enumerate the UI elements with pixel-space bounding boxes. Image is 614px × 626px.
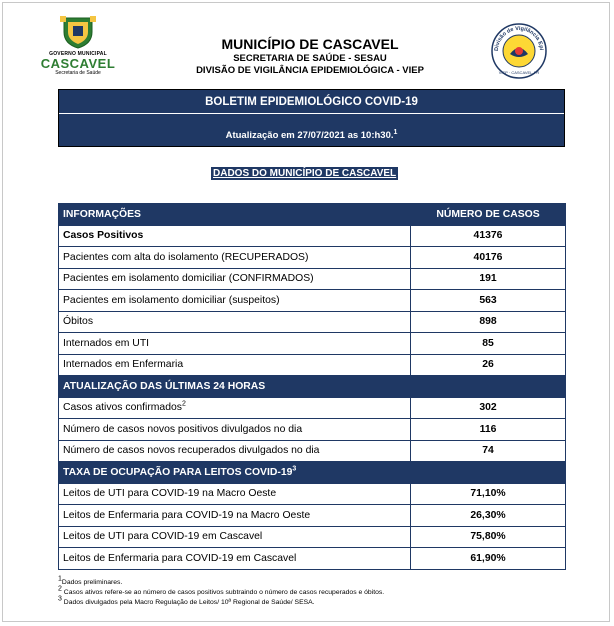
footnotes	[58, 575, 578, 608]
table-row	[59, 225, 566, 247]
footnote-1	[58, 575, 578, 588]
row-value: 191	[411, 268, 566, 290]
update-text: Atualização em 27/07/2021 as 10:h30.	[225, 130, 394, 141]
row-label: Pacientes em isolamento domiciliar (suspeitos)	[59, 290, 411, 312]
row-label: Óbitos	[59, 311, 411, 333]
bulletin-banner	[58, 89, 565, 147]
row-value: 116	[411, 419, 566, 441]
table-row	[59, 354, 566, 376]
row-label: Leitos de Enfermaria para COVID-19 na Macro Oeste	[59, 505, 411, 527]
bulletin-title: BOLETIM EPIDEMIOLÓGICO COVID-19	[205, 96, 418, 108]
divisao-subtitle: DIVISÃO DE VIGILÂNCIA EPIDEMIOLÓGICA - VIEP	[196, 65, 424, 76]
section-24h-label: ATUALIZAÇÃO DAS ÚLTIMAS 24 HORAS	[59, 376, 411, 398]
banner-divider	[59, 113, 564, 114]
row-value: 26	[411, 354, 566, 376]
section-occupancy-blank	[411, 462, 566, 484]
footnote-number: 1	[58, 575, 62, 583]
update-footnote-ref: 1	[393, 128, 398, 136]
row-value: 74	[411, 440, 566, 462]
section-occupancy-label	[59, 462, 411, 484]
row-label: Número de casos novos recuperados divulgados no dia	[59, 440, 411, 462]
row-label: Internados em Enfermaria	[59, 354, 411, 376]
footnote-ref: 2	[181, 400, 186, 408]
footnote-text: Casos ativos refere-se ao número de casos positivos subtraindo o número de casos recuperados e óbitos.	[61, 589, 385, 596]
update-timestamp	[59, 130, 564, 141]
section-row-occupancy	[59, 462, 566, 484]
row-label: Leitos de UTI para COVID-19 em Cascavel	[59, 526, 411, 548]
logo-gov-label: GOVERNO MUNICIPAL	[49, 51, 107, 57]
col-cases-header: NÚMERO DE CASOS	[411, 204, 566, 226]
row-value: 61,90%	[411, 548, 566, 570]
footnote-text: Dados preliminares.	[61, 579, 123, 586]
section-row-24h	[59, 376, 566, 398]
row-label: Pacientes com alta do isolamento (RECUPERADOS)	[59, 247, 411, 269]
table-row	[59, 290, 566, 312]
logo-secretaria-label: Secretaria de Saúde	[55, 70, 101, 76]
section-occupancy-text: TAXA DE OCUPAÇÃO PARA LEITOS COVID-19	[63, 466, 293, 478]
table-row	[59, 311, 566, 333]
table-row	[59, 268, 566, 290]
col-info-header: INFORMAÇÕES	[59, 204, 411, 226]
row-value: 71,10%	[411, 483, 566, 505]
table-row	[59, 419, 566, 441]
table-row	[59, 505, 566, 527]
viep-logo	[488, 20, 550, 82]
table-row	[59, 333, 566, 355]
table-row	[59, 440, 566, 462]
viep-seal-icon	[488, 20, 550, 82]
footnote-number: 3	[58, 595, 62, 603]
table-header-row	[59, 204, 566, 226]
row-value: 26,30%	[411, 505, 566, 527]
coat-of-arms-icon	[58, 14, 98, 50]
row-label-text: Casos ativos confirmados	[63, 402, 182, 414]
viep-ring-text: Divisão de Vigilância Epi	[493, 25, 544, 52]
section-24h-blank	[411, 376, 566, 398]
footnote-text: Dados divulgados pela Macro Regulação de Leitos/ 10ª Regional de Saúde/ SESA.	[61, 599, 315, 606]
row-label: Leitos de Enfermaria para COVID-19 em Cascavel	[59, 548, 411, 570]
cascavel-municipal-logo	[38, 14, 118, 78]
table-row	[59, 526, 566, 548]
document-header	[150, 36, 470, 77]
footnote-2	[58, 585, 578, 598]
row-label: Casos Positivos	[59, 225, 411, 247]
table-row	[59, 247, 566, 269]
footnote-number: 2	[58, 585, 62, 593]
footnote-ref: 3	[292, 465, 297, 473]
row-label: Pacientes em isolamento domiciliar (CONFIRMADOS)	[59, 268, 411, 290]
row-value: 85	[411, 333, 566, 355]
section-title: DADOS DO MUNICÍPIO DE CASCAVEL	[213, 168, 397, 179]
row-value: 898	[411, 311, 566, 333]
row-value: 40176	[411, 247, 566, 269]
table-row	[59, 483, 566, 505]
table-row	[59, 548, 566, 570]
row-label: Número de casos novos positivos divulgados no dia	[59, 419, 411, 441]
row-value: 41376	[411, 225, 566, 247]
table-row	[59, 397, 566, 419]
row-value: 302	[411, 397, 566, 419]
covid-data-table	[58, 203, 566, 570]
logo-city-label: CASCAVEL	[40, 56, 116, 71]
municipio-title: MUNICÍPIO DE CASCAVEL	[221, 36, 399, 52]
secretaria-subtitle: SECRETARIA DE SAÚDE - SESAU	[233, 53, 387, 64]
row-label: Leitos de UTI para COVID-19 na Macro Oeste	[59, 483, 411, 505]
viep-bottom-text: VIEP · CASCAVEL-PR	[498, 70, 540, 75]
row-label: Internados em UTI	[59, 333, 411, 355]
row-label	[59, 397, 411, 419]
row-value: 75,80%	[411, 526, 566, 548]
row-value: 563	[411, 290, 566, 312]
footnote-3	[58, 595, 578, 608]
